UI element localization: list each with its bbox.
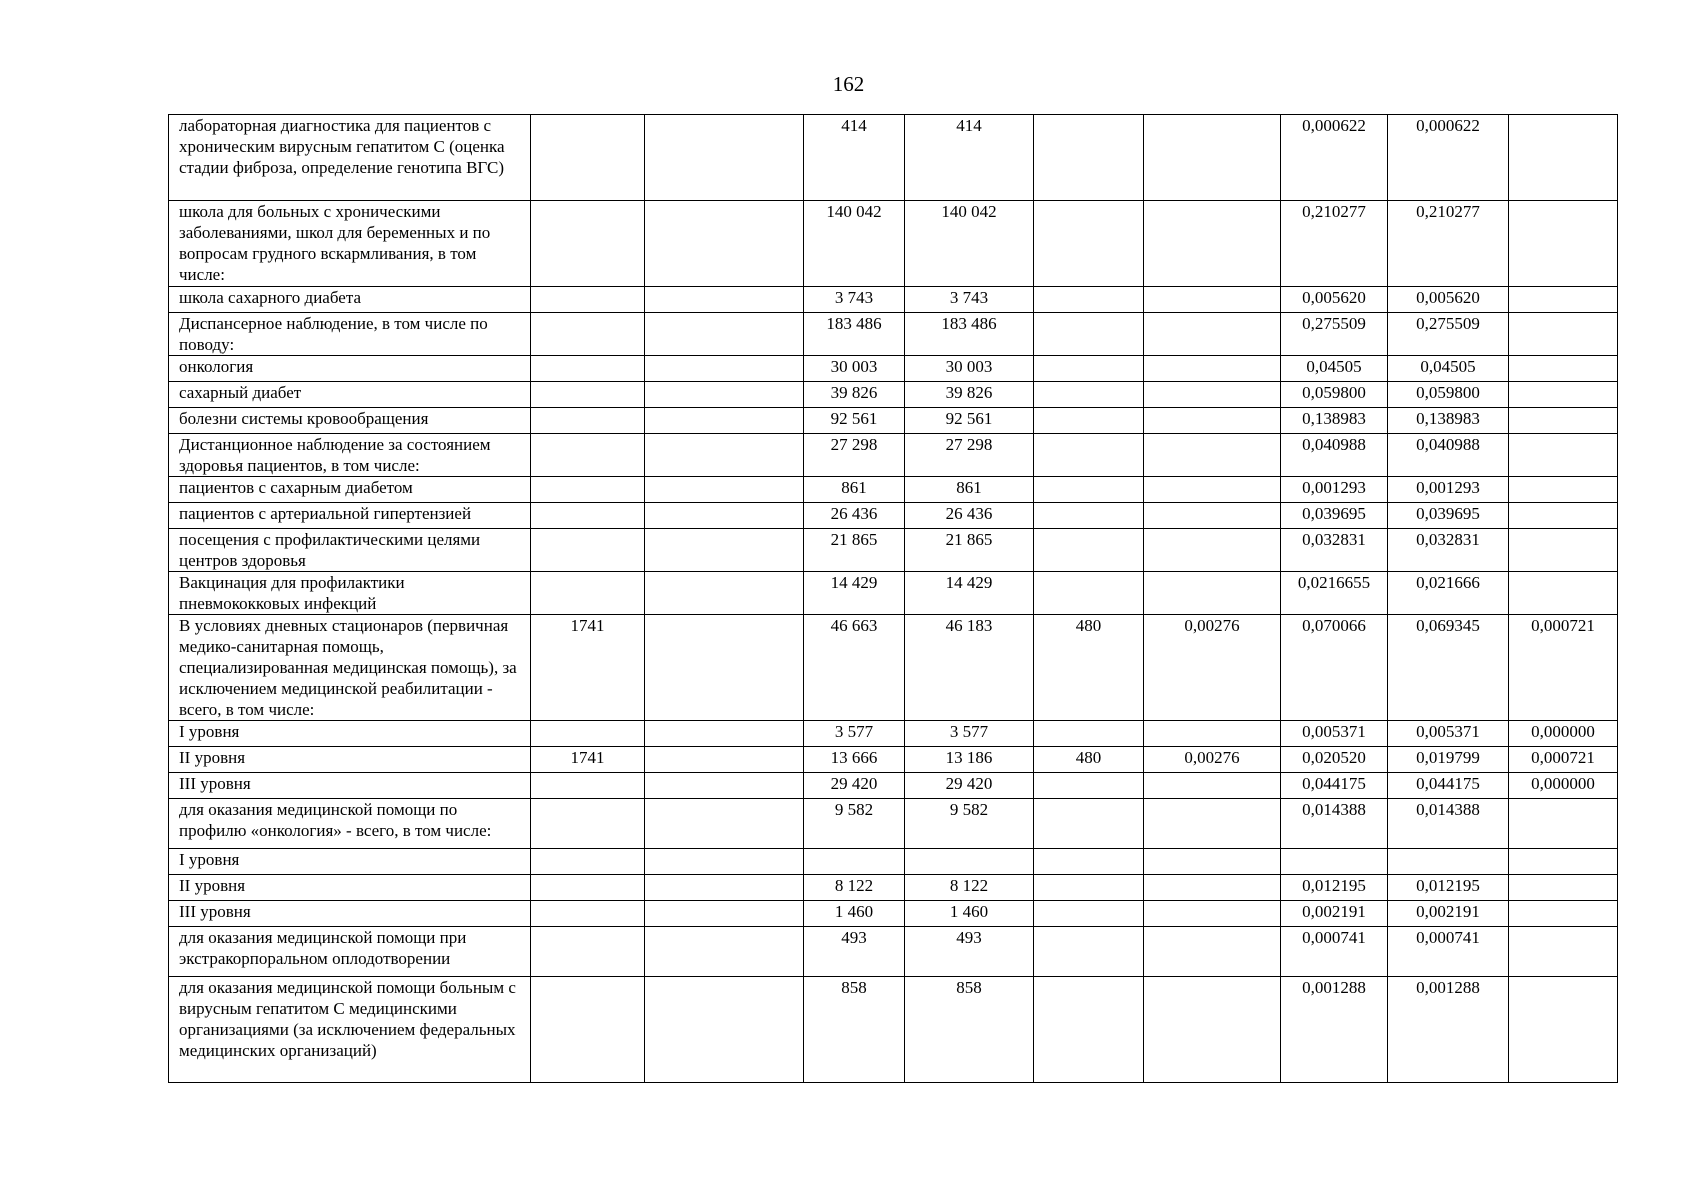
table-row	[169, 875, 1618, 901]
value-cell	[1144, 721, 1281, 747]
value-cell	[645, 408, 804, 434]
value-cell	[1034, 477, 1144, 503]
value-cell: 0,000622	[1281, 115, 1388, 201]
value-cell: 0,138983	[1388, 408, 1509, 434]
value-cell	[531, 313, 645, 356]
value-cell	[531, 287, 645, 313]
value-cell: 0,014388	[1281, 799, 1388, 849]
value-cell: 0,210277	[1388, 201, 1509, 287]
value-cell	[531, 572, 645, 615]
table-row	[169, 615, 1618, 721]
value-cell	[531, 927, 645, 977]
value-cell	[1509, 901, 1618, 927]
value-cell	[645, 313, 804, 356]
row-label-cell: болезни системы кровообращения	[169, 408, 531, 434]
value-cell	[1509, 875, 1618, 901]
value-cell: 29 420	[804, 773, 905, 799]
value-cell: 861	[905, 477, 1034, 503]
table-row	[169, 115, 1618, 201]
value-cell: 0,039695	[1388, 503, 1509, 529]
value-cell: 0,059800	[1388, 382, 1509, 408]
value-cell: 1 460	[804, 901, 905, 927]
value-cell: 92 561	[804, 408, 905, 434]
value-cell	[1509, 434, 1618, 477]
value-cell	[645, 747, 804, 773]
value-cell	[645, 875, 804, 901]
value-cell: 0,275509	[1388, 313, 1509, 356]
value-cell: 0,012195	[1281, 875, 1388, 901]
value-cell: 0,032831	[1281, 529, 1388, 572]
row-label-cell: школа для больных с хроническими заболеваниями, школ для беременных и по вопросам грудного вскармливания, в том числе:	[169, 201, 531, 287]
value-cell	[1034, 572, 1144, 615]
value-cell	[645, 927, 804, 977]
value-cell: 0,002191	[1281, 901, 1388, 927]
value-cell	[531, 849, 645, 875]
value-cell	[1034, 849, 1144, 875]
value-cell	[1144, 977, 1281, 1083]
value-cell: 0,032831	[1388, 529, 1509, 572]
row-label-cell: III уровня	[169, 901, 531, 927]
value-cell	[1509, 408, 1618, 434]
value-cell	[645, 572, 804, 615]
value-cell: 414	[804, 115, 905, 201]
value-cell: 0,000000	[1509, 773, 1618, 799]
value-cell: 0,005371	[1388, 721, 1509, 747]
data-table	[168, 114, 1618, 1083]
value-cell	[531, 799, 645, 849]
value-cell: 21 865	[804, 529, 905, 572]
value-cell: 183 486	[905, 313, 1034, 356]
value-cell: 14 429	[804, 572, 905, 615]
value-cell	[1144, 875, 1281, 901]
value-cell	[1034, 773, 1144, 799]
table-row	[169, 287, 1618, 313]
value-cell	[531, 201, 645, 287]
value-cell: 0,000721	[1509, 615, 1618, 721]
value-cell	[1281, 849, 1388, 875]
value-cell	[1388, 849, 1509, 875]
value-cell: 0,04505	[1281, 356, 1388, 382]
value-cell: 480	[1034, 615, 1144, 721]
value-cell: 0,00276	[1144, 747, 1281, 773]
table-row	[169, 356, 1618, 382]
value-cell: 13 186	[905, 747, 1034, 773]
value-cell: 0,04505	[1388, 356, 1509, 382]
value-cell: 0,012195	[1388, 875, 1509, 901]
value-cell	[1034, 115, 1144, 201]
value-cell	[1509, 382, 1618, 408]
value-cell: 140 042	[905, 201, 1034, 287]
table-row	[169, 927, 1618, 977]
value-cell	[645, 503, 804, 529]
value-cell: 26 436	[804, 503, 905, 529]
value-cell: 9 582	[804, 799, 905, 849]
value-cell: 27 298	[804, 434, 905, 477]
value-cell	[531, 115, 645, 201]
row-label-cell: I уровня	[169, 849, 531, 875]
table-row	[169, 477, 1618, 503]
value-cell	[1144, 773, 1281, 799]
table-row	[169, 977, 1618, 1083]
value-cell: 858	[804, 977, 905, 1083]
value-cell	[1034, 875, 1144, 901]
value-cell: 0,000741	[1281, 927, 1388, 977]
value-cell: 8 122	[804, 875, 905, 901]
value-cell	[1509, 927, 1618, 977]
value-cell	[645, 115, 804, 201]
value-cell: 13 666	[804, 747, 905, 773]
value-cell: 26 436	[905, 503, 1034, 529]
value-cell: 39 826	[905, 382, 1034, 408]
value-cell: 0,005371	[1281, 721, 1388, 747]
value-cell: 0,005620	[1388, 287, 1509, 313]
value-cell: 3 743	[804, 287, 905, 313]
value-cell: 3 577	[905, 721, 1034, 747]
value-cell: 493	[905, 927, 1034, 977]
value-cell	[1144, 287, 1281, 313]
value-cell	[645, 977, 804, 1083]
value-cell	[531, 875, 645, 901]
value-cell	[645, 287, 804, 313]
value-cell	[1144, 529, 1281, 572]
value-cell: 0,020520	[1281, 747, 1388, 773]
value-cell	[1509, 503, 1618, 529]
value-cell	[1034, 901, 1144, 927]
row-label-cell: I уровня	[169, 721, 531, 747]
value-cell: 0,044175	[1281, 773, 1388, 799]
value-cell: 0,210277	[1281, 201, 1388, 287]
value-cell	[1509, 201, 1618, 287]
value-cell: 9 582	[905, 799, 1034, 849]
value-cell	[1144, 572, 1281, 615]
value-cell	[531, 382, 645, 408]
table-row	[169, 572, 1618, 615]
value-cell	[1144, 382, 1281, 408]
table-row	[169, 901, 1618, 927]
value-cell: 29 420	[905, 773, 1034, 799]
value-cell	[1509, 287, 1618, 313]
value-cell	[1509, 572, 1618, 615]
value-cell	[1509, 529, 1618, 572]
value-cell: 3 743	[905, 287, 1034, 313]
value-cell: 140 042	[804, 201, 905, 287]
table-row	[169, 721, 1618, 747]
value-cell: 39 826	[804, 382, 905, 408]
value-cell	[1034, 408, 1144, 434]
value-cell: 0,000000	[1509, 721, 1618, 747]
table-row	[169, 849, 1618, 875]
page-number: 162	[832, 72, 865, 96]
value-cell: 46 183	[905, 615, 1034, 721]
value-cell: 0,000721	[1509, 747, 1618, 773]
table-row	[169, 529, 1618, 572]
value-cell: 0,019799	[1388, 747, 1509, 773]
value-cell	[645, 382, 804, 408]
value-cell: 21 865	[905, 529, 1034, 572]
value-cell	[1144, 799, 1281, 849]
table-row	[169, 773, 1618, 799]
value-cell	[645, 799, 804, 849]
value-cell	[645, 434, 804, 477]
value-cell	[531, 477, 645, 503]
value-cell: 0,002191	[1388, 901, 1509, 927]
value-cell	[531, 503, 645, 529]
table-row	[169, 799, 1618, 849]
value-cell: 0,138983	[1281, 408, 1388, 434]
value-cell	[1144, 927, 1281, 977]
row-label-cell: посещения с профилактическими целями центров здоровья	[169, 529, 531, 572]
value-cell	[645, 477, 804, 503]
value-cell: 0,001293	[1388, 477, 1509, 503]
table-row	[169, 408, 1618, 434]
value-cell: 0,014388	[1388, 799, 1509, 849]
value-cell	[645, 529, 804, 572]
value-cell	[804, 849, 905, 875]
value-cell: 30 003	[804, 356, 905, 382]
value-cell: 480	[1034, 747, 1144, 773]
value-cell	[531, 977, 645, 1083]
value-cell	[645, 901, 804, 927]
table-row	[169, 201, 1618, 287]
table-row	[169, 434, 1618, 477]
row-label-cell: онкология	[169, 356, 531, 382]
value-cell	[1509, 799, 1618, 849]
value-cell	[1144, 434, 1281, 477]
row-label-cell: Диспансерное наблюдение, в том числе по поводу:	[169, 313, 531, 356]
value-cell: 1 460	[905, 901, 1034, 927]
value-cell: 0,044175	[1388, 773, 1509, 799]
value-cell: 0,000622	[1388, 115, 1509, 201]
row-label-cell: Вакцинация для профилактики пневмококковых инфекций	[169, 572, 531, 615]
value-cell: 0,069345	[1388, 615, 1509, 721]
value-cell	[1509, 477, 1618, 503]
value-cell	[645, 721, 804, 747]
value-cell	[1034, 356, 1144, 382]
value-cell: 14 429	[905, 572, 1034, 615]
value-cell: 183 486	[804, 313, 905, 356]
row-label-cell: II уровня	[169, 875, 531, 901]
value-cell: 3 577	[804, 721, 905, 747]
value-cell: 0,001293	[1281, 477, 1388, 503]
value-cell	[1034, 927, 1144, 977]
value-cell	[1144, 313, 1281, 356]
row-label-cell: В условиях дневных стационаров (первичная медико-санитарная помощь, специализированная медицинская помощь), за исключением медицинской реабилитации - всего, в том числе:	[169, 615, 531, 721]
value-cell: 0,001288	[1388, 977, 1509, 1083]
value-cell: 0,00276	[1144, 615, 1281, 721]
value-cell: 414	[905, 115, 1034, 201]
value-cell	[531, 408, 645, 434]
row-label-cell: для оказания медицинской помощи по профилю «онкология» - всего, в том числе:	[169, 799, 531, 849]
table-row	[169, 382, 1618, 408]
value-cell	[1034, 977, 1144, 1083]
value-cell	[1509, 849, 1618, 875]
value-cell: 0,021666	[1388, 572, 1509, 615]
row-label-cell: школа сахарного диабета	[169, 287, 531, 313]
table-row	[169, 503, 1618, 529]
value-cell: 0,040988	[1281, 434, 1388, 477]
value-cell	[531, 529, 645, 572]
row-label-cell: III уровня	[169, 773, 531, 799]
value-cell: 1741	[531, 615, 645, 721]
value-cell: 0,040988	[1388, 434, 1509, 477]
table-row	[169, 747, 1618, 773]
value-cell	[1034, 529, 1144, 572]
value-cell	[1034, 201, 1144, 287]
value-cell	[645, 201, 804, 287]
value-cell	[645, 773, 804, 799]
value-cell: 858	[905, 977, 1034, 1083]
value-cell: 30 003	[905, 356, 1034, 382]
row-label-cell: пациентов с сахарным диабетом	[169, 477, 531, 503]
value-cell	[1034, 503, 1144, 529]
value-cell: 0,275509	[1281, 313, 1388, 356]
row-label-cell: для оказания медицинской помощи больным с вирусным гепатитом С медицинскими организациями (за исключением федеральных медицинских организаций)	[169, 977, 531, 1083]
row-label-cell: пациентов с артериальной гипертензией	[169, 503, 531, 529]
value-cell	[1509, 115, 1618, 201]
value-cell	[1509, 313, 1618, 356]
value-cell: 92 561	[905, 408, 1034, 434]
value-cell	[905, 849, 1034, 875]
value-cell	[1144, 115, 1281, 201]
value-cell: 0,039695	[1281, 503, 1388, 529]
value-cell	[1144, 356, 1281, 382]
value-cell	[531, 721, 645, 747]
value-cell: 0,005620	[1281, 287, 1388, 313]
row-label-cell: для оказания медицинской помощи при экстракорпоральном оплодотворении	[169, 927, 531, 977]
value-cell	[645, 356, 804, 382]
table-row	[169, 313, 1618, 356]
value-cell	[1034, 434, 1144, 477]
value-cell	[1144, 201, 1281, 287]
value-cell: 0,0216655	[1281, 572, 1388, 615]
value-cell: 861	[804, 477, 905, 503]
value-cell	[645, 615, 804, 721]
value-cell: 1741	[531, 747, 645, 773]
row-label-cell: Дистанционное наблюдение за состоянием здоровья пациентов, в том числе:	[169, 434, 531, 477]
value-cell	[1034, 382, 1144, 408]
value-cell	[1144, 408, 1281, 434]
value-cell	[1034, 287, 1144, 313]
value-cell: 0,000741	[1388, 927, 1509, 977]
value-cell	[1034, 313, 1144, 356]
value-cell	[1509, 356, 1618, 382]
value-cell: 493	[804, 927, 905, 977]
value-cell: 27 298	[905, 434, 1034, 477]
row-label-cell: лабораторная диагностика для пациентов с хроническим вирусным гепатитом С (оценка стадии фиброза, определение генотипа ВГС)	[169, 115, 531, 201]
value-cell	[1144, 503, 1281, 529]
value-cell: 8 122	[905, 875, 1034, 901]
value-cell	[1144, 477, 1281, 503]
value-cell	[1034, 799, 1144, 849]
value-cell	[1144, 901, 1281, 927]
value-cell	[1034, 721, 1144, 747]
value-cell: 0,001288	[1281, 977, 1388, 1083]
value-cell: 0,059800	[1281, 382, 1388, 408]
value-cell	[531, 901, 645, 927]
value-cell: 0,070066	[1281, 615, 1388, 721]
row-label-cell: II уровня	[169, 747, 531, 773]
value-cell	[1509, 977, 1618, 1083]
value-cell	[1144, 849, 1281, 875]
value-cell	[531, 773, 645, 799]
value-cell: 46 663	[804, 615, 905, 721]
value-cell	[645, 849, 804, 875]
value-cell	[531, 434, 645, 477]
value-cell	[531, 356, 645, 382]
row-label-cell: сахарный диабет	[169, 382, 531, 408]
